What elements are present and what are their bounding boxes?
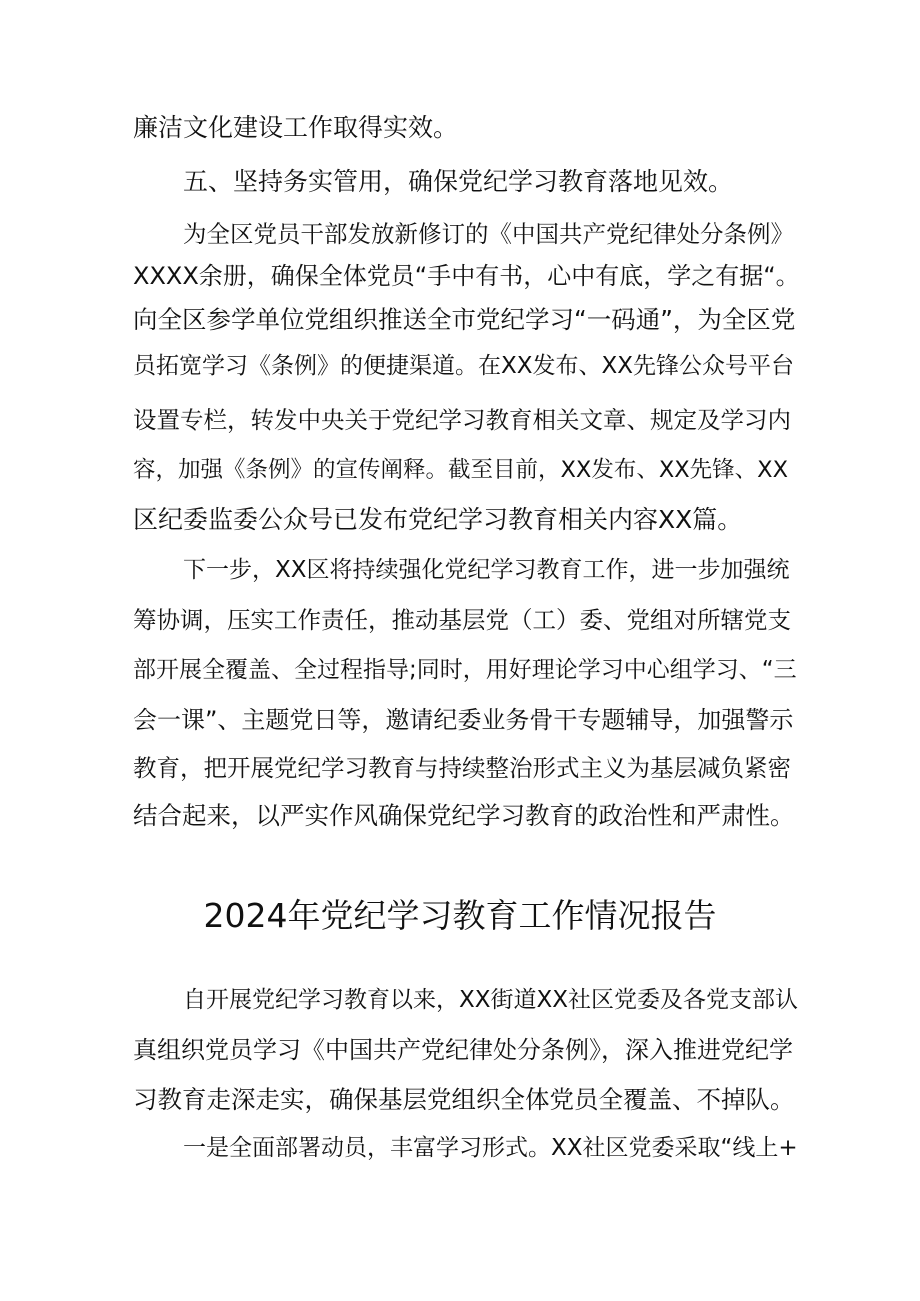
paragraph-line: 会一课”、主题党日等，邀请纪委业务骨干专题辅导，加强警示 (133, 706, 794, 734)
paragraph-line: 员拓宽学习《条例》的便捷渠道。在XX发布、XX先锋公众号平台 (133, 353, 795, 379)
paragraph-line: 筹协调，压实工作责任，推动基层党（工）委、党组对所辖党支 (133, 606, 791, 634)
paragraph-line: 自开展党纪学习教育以来，XX街道XX社区党委及各党支部认 (183, 987, 799, 1013)
paragraph-line: 习教育走深走实，确保基层党组织全体党员全覆盖、不掉队。 (133, 1085, 795, 1114)
report-title: 2024年党纪学习教育工作情况报告 (203, 896, 717, 935)
paragraph-line: 为全区党员干部发放新修订的《中国共产党纪律处分条例》 (183, 220, 794, 248)
paragraph-line: 下一步，XX区将持续强化党纪学习教育工作，进一步加强统 (183, 557, 790, 583)
paragraph-line: XXXX余册，确保全体党员“手中有书，心中有底，学之有据“。 (133, 262, 800, 290)
paragraph-line: 真组织党员学习《中国共产党纪律处分条例》，深入推进党纪学 (133, 1036, 793, 1064)
paragraph-line: 向全区参学单位党组织推送全市党纪学习“一码通”，为全区党 (133, 305, 796, 334)
paragraph-line: 容，加强《条例》的宣传阐释。截至目前，XX发布、XX先锋、XX (133, 457, 788, 483)
section-heading-five: 五、坚持务实管用，确保党纪学习教育落地见效。 (183, 167, 734, 196)
paragraph-line: 结合起来，以严实作风确保党纪学习教育的政治性和严肃性。 (133, 801, 795, 830)
paragraph-line: 一是全面部署动员，丰富学习形式。XX社区党委采取“线上+ (183, 1135, 798, 1161)
paragraph-line: 部开展全覆盖、全过程指导;同时，用好理论学习中心组学习、“三 (133, 657, 797, 683)
paragraph-line: 廉洁文化建设工作取得实效。 (133, 113, 459, 142)
paragraph-line: 设置专栏，转发中央关于党纪学习教育相关文章、规定及学习内 (133, 406, 791, 434)
paragraph-line: 区纪委监委公众号已发布党纪学习教育相关内容XX篇。 (133, 505, 743, 534)
paragraph-line: 教育，把开展党纪学习教育与持续整治形式主义为基层减负紧密 (133, 754, 791, 782)
